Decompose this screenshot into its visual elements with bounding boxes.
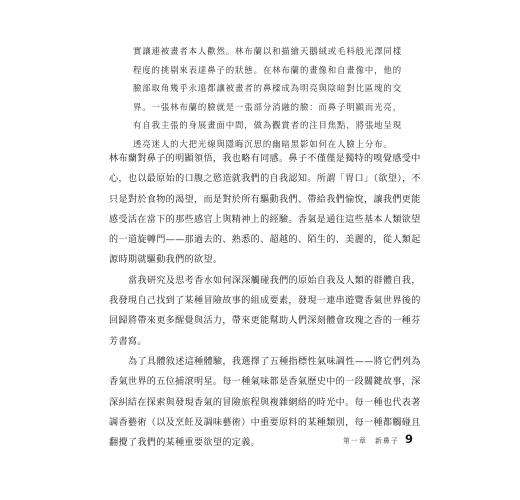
paragraph-1: 林布蘭對鼻子的明顯領悟，我也略有同感。鼻子不僅僅是獨特的嗅覺感受中心，也以最原始的口腹之慾造就我們的自我認知。所謂「胃口」（欲望），不只是對於食物的渴望，而是對於所有驅動我們、帶給我們愉悅，讓我們更能感受活在當下的那些感官上與精神上的經驗。香氣是通往這些基本人類欲望的一道旋轉門——那過去的、熟悉的、超越的、陌生的、美麗的，從人類起源時期就驅動我們的欲望。 [109, 154, 421, 266]
paragraph-3: 為了具體敘述這種體驗，我選擇了五種指標性氣味調性——將它們列為香氣世界的五位捕滾明星。每一種氣味都是香氣歷史中的一段關鍵故事，深深糾結在探索與發現香氣的冒險旅程與複雜網絡的時光中。每一種也代表著調香藝術（以及烹飪及調味藝術）中重要原料的某種類別，每一種都觸碰且翻攪了我們的某種重要欲望的定義。 [109, 356, 421, 449]
page-number: 9 [404, 432, 413, 446]
chapter-title: 第一章 新鼻子 [343, 437, 399, 445]
paragraph-2: 當我研究及思考香水如何深深觸碰我們的原始自我及人類的群體自我，我發現自己找到了某種冒險故事的組成要素，發現一連串遊覽香氣世界後的回歸將帶來更多醒覺與活力，帶來更能幫助人們深刻體會玫瑰之香的一種芬芳書寫。 [109, 275, 421, 347]
block-quote [133, 42, 403, 154]
quote-paragraph: 實讓連被畫者本人歡然。林布蘭以和描繪天鵝絨或毛料般光澤同樣程度的挑剔來表達鼻子的狀態。在林布蘭的畫像和自畫像中，他的臉部取角幾乎永遠都讓被畫者的鼻樑成為明亮與陰暗對比區塊的交界。一張林布蘭的臉就是一張部分消融的臉：而鼻子明顯而光亮，有自我主張的身展畫面中間，做為觀賞者的注目焦點，將張地呈現透亮迷人的大把光線與隱晦沉思的幽暗黑影如何在人臉上分布。 [133, 46, 402, 149]
page-footer [343, 432, 413, 446]
main-text [109, 149, 429, 453]
